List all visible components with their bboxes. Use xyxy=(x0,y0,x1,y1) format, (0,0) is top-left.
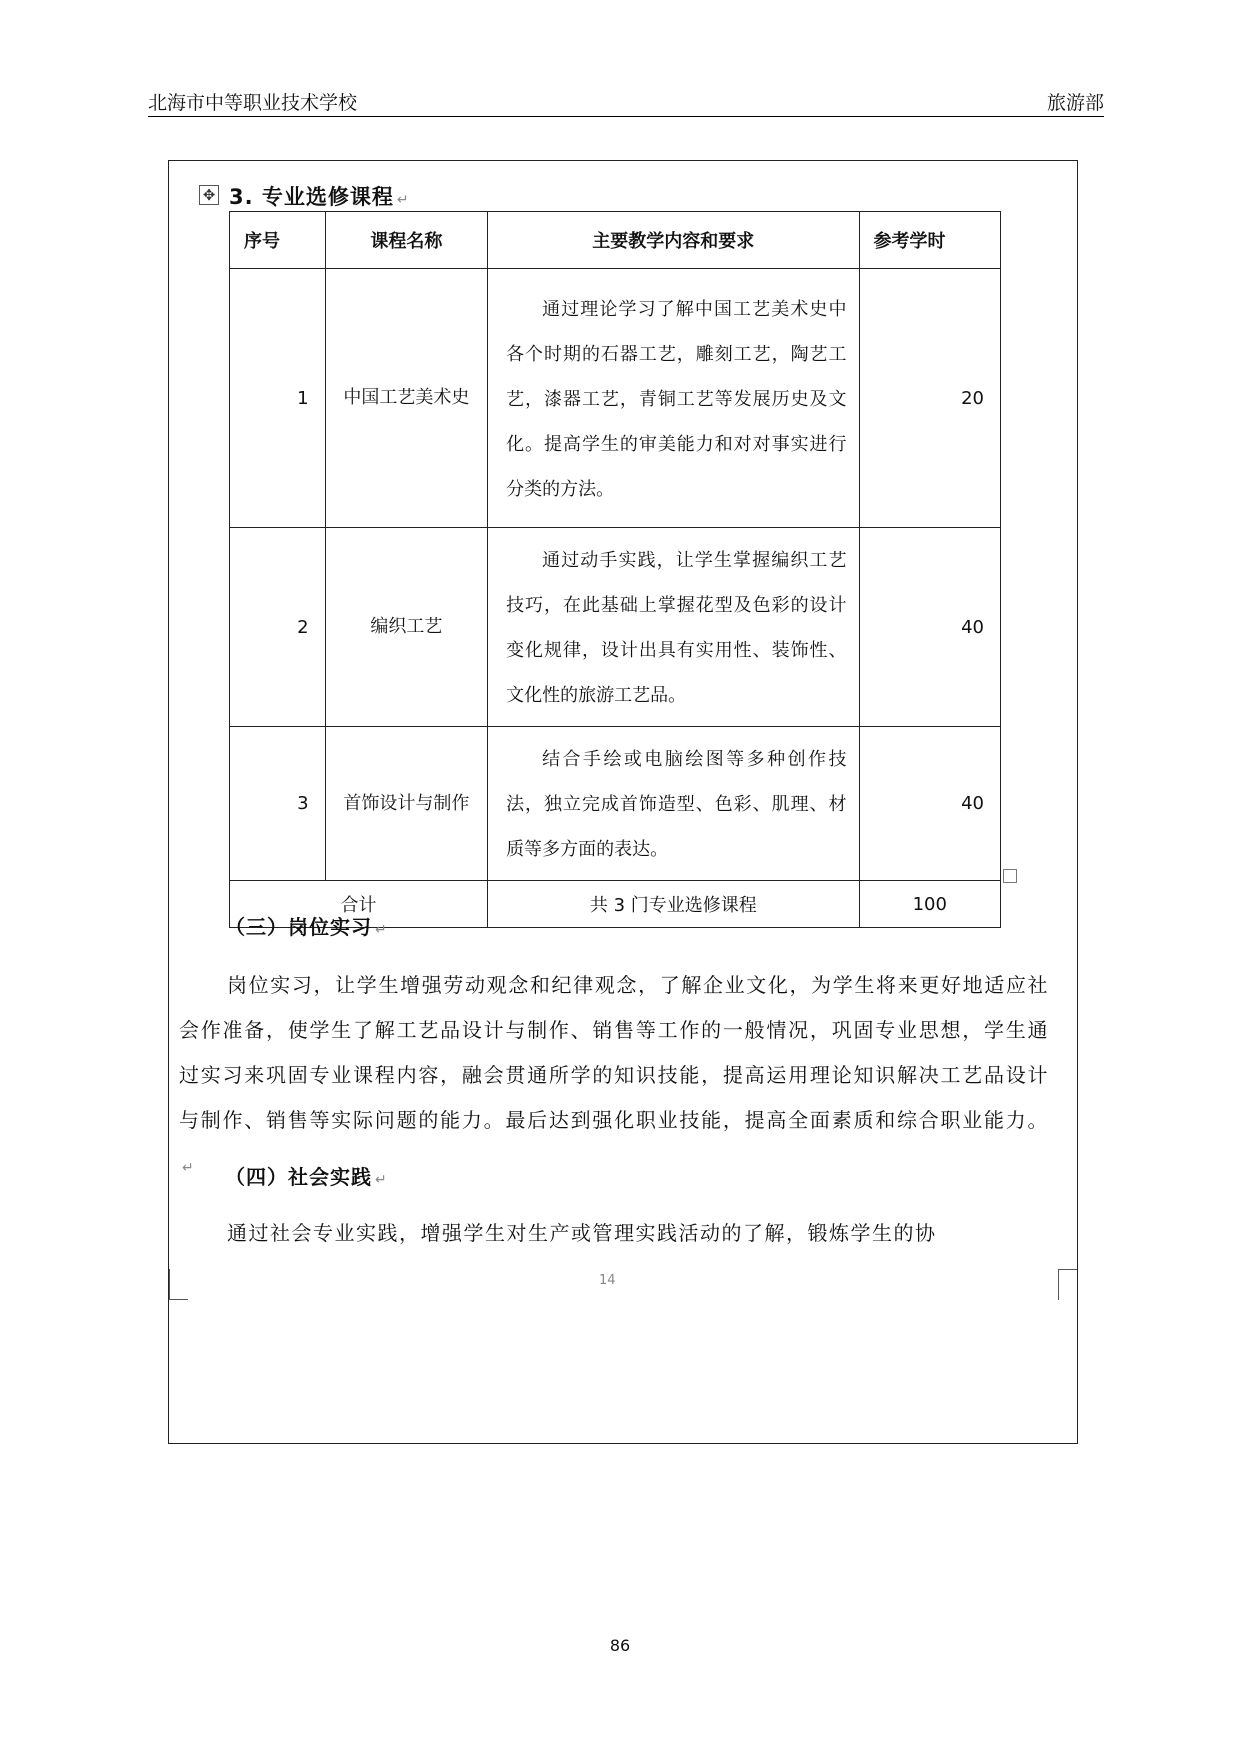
header-name: 课程名称 xyxy=(325,212,488,269)
row-course-content: 通过动手实践，让学生掌握编织工艺技巧，在此基础上掌握花型及色彩的设计变化规律，设计出具有实用性、装饰性、文化性的旅游工艺品。 xyxy=(488,528,859,727)
row-course-name: 中国工艺美术史 xyxy=(325,269,488,528)
social-practice-heading-text: （四）社会实践 xyxy=(225,1165,372,1189)
header-hours: 参考学时 xyxy=(859,212,1000,269)
paragraph-mark-icon: ↵ xyxy=(396,192,410,208)
move-handle-icon[interactable]: ✥ xyxy=(199,185,219,205)
total-label: 合计 xyxy=(230,881,488,928)
internship-paragraph xyxy=(179,963,1049,1191)
row-no: 3 xyxy=(230,727,326,881)
row-course-content: 通过理论学习了解中国工艺美术史中各个时期的石器工艺，雕刻工艺，陶艺工艺，漆器工艺，青铜工艺等发展历史及文化。提高学生的审美能力和对对事实进行分类的方法。 xyxy=(488,269,859,528)
row-no: 1 xyxy=(230,269,326,528)
header-no: 序号 xyxy=(230,212,326,269)
internship-heading xyxy=(225,911,388,940)
social-practice-paragraph: 通过社会专业实践，增强学生对生产或管理实践活动的了解，锻炼学生的协 xyxy=(227,1221,937,1245)
page-number: 86 xyxy=(609,1636,631,1655)
row-hours: 40 xyxy=(859,727,1000,881)
table-header-row xyxy=(230,212,1001,269)
table-row xyxy=(230,727,1001,881)
table-row xyxy=(230,528,1001,727)
paragraph-mark-icon: ↵ xyxy=(375,922,388,938)
table-row xyxy=(230,269,1001,528)
row-no: 2 xyxy=(230,528,326,727)
internship-paragraph-text: 岗位实习，让学生增强劳动观念和纪律观念，了解企业文化，为学生将来更好地适应社会作准备，使学生了解工艺品设计与制作、销售等工作的一般情况，巩固专业思想，学生通过实习来巩固专业课程内容，融会贯通所学的知识技能，提高运用理论知识解决工艺品设计与制作、销售等实际问题的能力。最后达到强化职业技能，提高全面素质和综合职业能力。 xyxy=(179,973,1049,1132)
header-content: 主要教学内容和要求 xyxy=(488,212,859,269)
page-header xyxy=(148,86,1104,117)
row-course-name: 编织工艺 xyxy=(325,528,488,727)
row-hours: 40 xyxy=(859,528,1000,727)
row-hours: 20 xyxy=(859,269,1000,528)
margin-corner-left-icon xyxy=(169,1269,188,1300)
section-title-text: 3. 专业选修课程 xyxy=(229,185,394,209)
paragraph-mark-icon: ↵ xyxy=(375,1172,388,1188)
row-course-content: 结合手绘或电脑绘图等多种创作技法，独立完成首饰造型、色彩、肌理、材质等多方面的表达。 xyxy=(488,727,859,881)
total-hours: 100 xyxy=(859,881,1000,928)
department-name: 旅游部 xyxy=(1046,92,1104,114)
section-title xyxy=(229,181,410,211)
inner-page-number: 14 xyxy=(599,1273,616,1288)
paragraph-mark-icon: ↵ xyxy=(182,1160,196,1176)
margin-corner-right-icon xyxy=(1058,1269,1077,1300)
school-name: 北海市中等职业技术学校 xyxy=(148,92,358,114)
total-content: 共 3 门专业选修课程 xyxy=(488,881,859,928)
scanned-page xyxy=(168,160,1078,1444)
table-resize-handle-icon[interactable] xyxy=(1003,869,1017,883)
row-course-name: 首饰设计与制作 xyxy=(325,727,488,881)
internship-heading-text: （三）岗位实习 xyxy=(225,915,372,939)
elective-course-table xyxy=(229,211,1001,928)
social-practice-heading xyxy=(225,1161,388,1190)
